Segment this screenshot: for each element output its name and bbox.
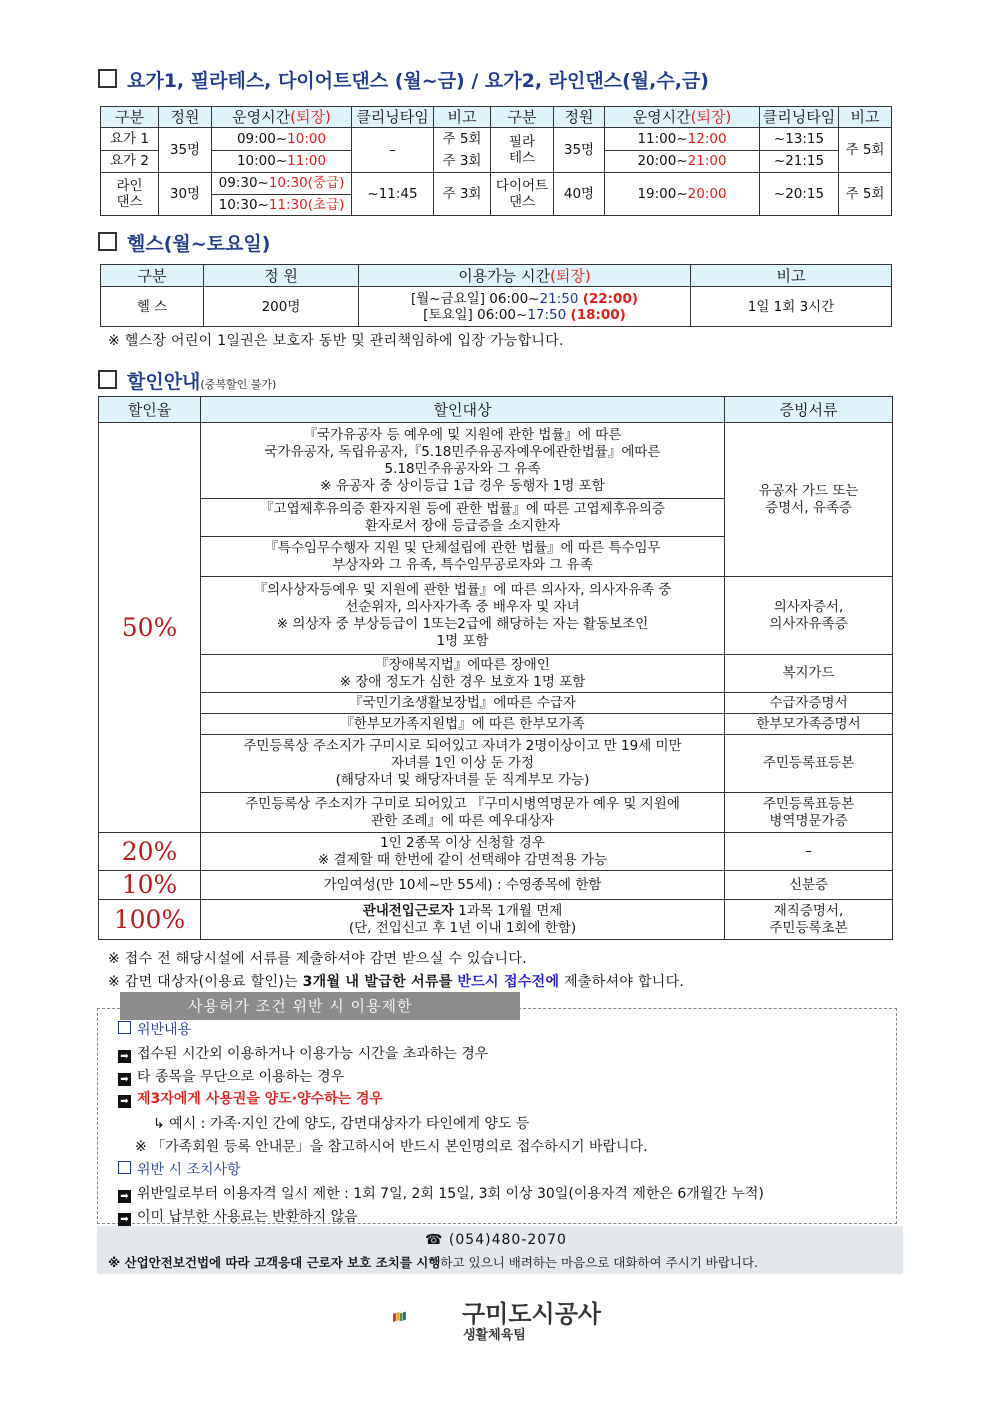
restriction-banner: 사용허가 조건 위반 시 이용제한	[120, 992, 520, 1020]
section3-title: 할인안내(중복할인 불가)	[98, 367, 276, 394]
arrow-box-icon: ➡	[118, 1050, 131, 1063]
linedance-capacity: 30명	[159, 173, 212, 216]
docs-single-parent: 한부모가족증명서	[725, 714, 893, 735]
pilates-time-2: 20:00~ 21:00	[605, 150, 759, 173]
violation-heading: 위반내용	[118, 1019, 191, 1039]
action-item-2: ➡ 이미 납부한 사용료는 반환하지 않음	[118, 1206, 358, 1226]
gym-name: 헬 스	[101, 287, 204, 327]
pilates-name: 필라 테스	[491, 128, 554, 173]
discount-header-docs: 증빙서류	[725, 397, 893, 423]
rate-100: 100%	[99, 900, 201, 940]
arrow-box-icon: ➡	[118, 1190, 131, 1203]
checkbox-square-icon	[98, 69, 117, 88]
gym-remark: 1일 1회 3시간	[691, 287, 892, 327]
discount-table	[98, 396, 893, 940]
target-basic-livelihood: 『국민기초생활보장법』에따른 수급자	[201, 693, 725, 714]
docs-merit: 유공자 가드 또는 증명서, 유족증	[725, 423, 893, 577]
checkbox-square-icon	[98, 232, 117, 251]
header-remark-2: 비고	[839, 107, 892, 128]
docs-righteous: 의사자증서, 의사자유족증	[725, 577, 893, 655]
gumi-corporation-logo-icon	[393, 1294, 455, 1340]
discount-note-1: ※ 접수 전 해당시설에 서류를 제출하셔야 감면 받으실 수 있습니다.	[108, 951, 527, 967]
action-heading: 위반 시 조치사항	[118, 1159, 241, 1179]
gym-header-hours: 이용가능 시간(퇴장)	[359, 265, 691, 287]
pilates-clean-1: ~13:15	[773, 130, 825, 147]
docs-new-resident-worker: 재직증명서, 주민등록초본	[725, 900, 893, 940]
linedance-remark: 주 3회	[434, 173, 491, 216]
pilates-time-1: 11:00~ 12:00	[637, 130, 727, 147]
diet-time: 19:00~20:00	[605, 173, 760, 216]
gym-header-category: 구분	[101, 265, 204, 287]
family-note: ※ 「가족회원 등록 안내문」을 참고하시어 반드시 본인명의로 접수하시기 바랍니다.	[135, 1139, 648, 1155]
docs-women: 신분증	[725, 871, 893, 900]
checkbox-square-icon	[98, 370, 117, 389]
header-cleaning: 클리닝타임	[352, 107, 434, 128]
gym-note: ※ 헬스장 어린이 1일권은 보호자 동반 및 관리책임하에 입장 가능합니다.	[108, 333, 564, 349]
contact-phone: ☎ (054)480-2070	[425, 1232, 567, 1248]
docs-basic-livelihood: 수급자증명서	[725, 693, 893, 714]
pilates-clean-2: ~21:15	[760, 150, 838, 173]
rate-50: 50%	[99, 423, 201, 833]
pilates-remark: 주 5회	[839, 128, 892, 173]
docs-military-family: 주민등록표등본 병역명문가증	[725, 793, 893, 833]
arrow-box-icon: ➡	[118, 1073, 131, 1086]
header-capacity: 정원	[159, 107, 212, 128]
target-disabled: 『장애복지법』에따른 장애인 ※ 장애 정도가 심한 경우 보호자 1명 포함	[201, 655, 725, 693]
header-remark: 비고	[434, 107, 491, 128]
discount-header-target: 할인대상	[201, 397, 725, 423]
arrow-box-icon: ➡	[118, 1213, 131, 1226]
target-new-resident-worker: 관내전입근로자 1과목 1개월 면제 (단, 전입신고 후 1년 이내 1회에 한함)	[201, 900, 725, 940]
gym-table	[100, 264, 892, 327]
yoga1-name: 요가 1	[110, 130, 149, 147]
header-category-2: 구분	[491, 107, 554, 128]
pilates-capacity: 35명	[554, 128, 605, 173]
target-agent-orange: 『고엽제후유의증 환자지원 등에 관한 법률』에 따른 고엽제후유의증 환자로서 장애 등급증을 소지한자	[201, 499, 725, 537]
target-single-parent: 『한부모가족지원법』에 따른 한부모가족	[201, 714, 725, 735]
violation-item-2: ➡ 타 종목을 무단으로 이용하는 경우	[118, 1066, 344, 1086]
arrow-box-icon: ➡	[118, 1095, 131, 1108]
diet-cleaning: ~20:15	[760, 173, 839, 216]
target-military-family: 주민등록상 주소지가 구미로 되어있고 『구미시병역명문가 예우 및 지원에 관한 조례』에 따른 예우대상자	[201, 793, 725, 833]
gym-header-remark: 비고	[691, 265, 892, 287]
yoga2-name: 요가 2	[101, 150, 158, 173]
section1-title: 요가1, 필라테스, 다이어트댄스 (월~금) / 요가2, 라인댄스(월,수,금)	[98, 66, 709, 93]
discount-note-2: ※ 감면 대상자(이용료 할인)는 3개월 내 발급한 서류를 반드시 접수전에 제출하셔야 합니다.	[108, 974, 685, 990]
yoga2-time: 10:00~ 11:00	[212, 150, 351, 173]
linedance-cleaning: ~11:45	[352, 173, 434, 216]
header-category: 구분	[101, 107, 159, 128]
violation-example: ↳ 예시 : 가족·지인 간에 양도, 감면대상자가 타인에게 양도 등	[153, 1116, 530, 1132]
linedance-name: 라인 댄스	[101, 173, 159, 216]
diet-capacity: 40명	[554, 173, 605, 216]
gym-hours: [월~금요일] 06:00~21:50 (22:00) [토요일] 06:00~17:50 (18:00)	[359, 287, 691, 327]
docs-disabled: 복지가드	[725, 655, 893, 693]
yoga-cleaning: –	[352, 128, 434, 173]
section2-title: 헬스(월~토요일)	[98, 229, 270, 256]
rate-20: 20%	[99, 833, 201, 871]
violation-item-1: ➡ 접수된 시간외 이용하거나 이용가능 시간을 초과하는 경우	[118, 1043, 488, 1063]
target-women: 가임여성(만 10세~만 55세) : 수영종목에 한함	[201, 871, 725, 900]
logo-name: 구미도시공사	[462, 1300, 602, 1328]
yoga-capacity: 35명	[159, 128, 212, 173]
docs-multi-child: 주민등록표등본	[725, 735, 893, 793]
logo-team: 생활체육팀	[463, 1328, 526, 1343]
yoga1-time: 09:00~ 10:00	[236, 130, 327, 147]
worker-protection-note: ※ 산업안전보건법에 따라 고객응대 근로자 보호 조치를 시행하고 있으니 배려하는 마음으로 대화하여 주시기 바랍니다.	[108, 1255, 759, 1270]
target-righteous-person: 『의사상자등예우 및 지원에 관한 법률』에 따른 의사자, 의사자유족 중 선순위자, 의사자가족 중 배우자 및 자녀 ※ 의상자 중 부상등급이 1또는2급에 해당하는 자는 활동보조인 1명 포함	[201, 577, 725, 655]
header-cleaning-2: 클리닝타임	[760, 107, 839, 128]
diet-name: 다이어트 댄스	[491, 173, 554, 216]
target-special-mission: 『특수임무수행자 지원 및 단체설립에 관한 법률』에 따른 특수임무 부상자와 그 유족, 특수임무공로자와 그 유족	[201, 537, 725, 577]
yoga1-remark: 주 5회	[442, 131, 482, 147]
target-multi-sport: 1인 2종목 이상 신청할 경우 ※ 결제할 때 한번에 같이 선택해야 감면적용 가능	[201, 833, 725, 871]
linedance-time-1: 09:30~ 10:30(중급)	[218, 175, 345, 192]
violation-item-3: ➡ 제3자에게 사용권을 양도·양수하는 경우	[118, 1088, 383, 1108]
yoga2-remark: 주 3회	[442, 153, 482, 169]
header-hours: 운영시간(퇴장)	[212, 107, 352, 128]
target-multi-child: 주민등록상 주소지가 구미시로 되어있고 자녀가 2명이상이고 만 19세 미만 자녀를 1인 이상 둔 가정 (해당자녀 및 해당자녀를 둔 직계부모 가능)	[201, 735, 725, 793]
diet-remark: 주 5회	[839, 173, 892, 216]
header-capacity-2: 정원	[554, 107, 605, 128]
rate-10: 10%	[99, 871, 201, 900]
discount-header-rate: 할인율	[99, 397, 201, 423]
action-item-1: ➡ 위반일로부터 이용자격 일시 제한 : 1회 7일, 2회 15일, 3회 이상 30일(이용자격 제한은 6개월간 누적)	[118, 1183, 764, 1203]
target-national-merit: 『국가유공자 등 예우에 및 지원에 관한 법률』에 따른 국가유공자, 독립유공자,『5.18민주유공자예우에관한법률』에따른 5.18민주유공자와 그 유족 ※ 유공자 중 상이등급 1급 경우 동행자 1명 포함	[201, 423, 725, 499]
gym-header-capacity: 정 원	[204, 265, 359, 287]
header-hours-2: 운영시간(퇴장)	[605, 107, 760, 128]
gym-capacity: 200명	[204, 287, 359, 327]
class-schedule-table	[100, 106, 892, 216]
linedance-time-2: 10:30~ 11:30(초급)	[212, 194, 351, 216]
docs-multi-sport: –	[725, 833, 893, 871]
